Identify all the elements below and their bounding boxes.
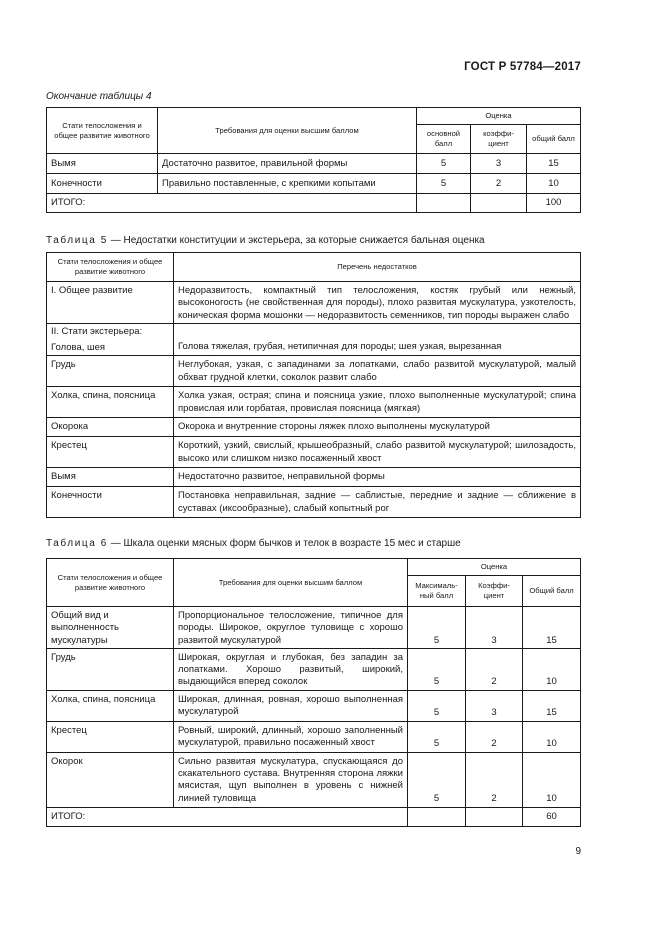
table5-defects: Недостаточно развитое, неправильной формы (174, 468, 581, 487)
table5-header-defects: Перечень недостатков (174, 253, 581, 282)
table5-defects: Постановка неправильная, задние — саблистые, передние и задние — сближение в суставах (иксообразные), слабый копытный рог (174, 487, 581, 518)
table5-caption-prefix: Таблица 5 (46, 235, 108, 246)
table5-defects: Короткий, узкий, свислый, крышеобразный, слабо развитой мускулатурой; шилозадость, высоко или слишком низко посаженный хвост (174, 437, 581, 468)
table6-header-coef: Коэффи-циент (466, 576, 523, 607)
table-row-total (47, 194, 581, 213)
table6-total: 10 (523, 648, 581, 690)
table5-defects: Холка узкая, острая; спина и поясница узкие, плохо выполненные мускулатурой; спина провислая или горбатая, провислая поясница (мягкая) (174, 387, 581, 418)
table6-coef: 2 (466, 648, 523, 690)
table4-caption: Окончание таблицы 4 (46, 91, 152, 102)
table6-req: Пропорциональное телосложение, типичное для породы. Широкое, округлое туловище с хорошо развитой мускулатурой (174, 607, 408, 649)
table5-caption (46, 235, 485, 246)
table5-defects: Голова тяжелая, грубая, нетипичная для породы; шея узкая, вырезанная (174, 323, 581, 356)
table-row (47, 721, 581, 752)
table6 (46, 558, 581, 827)
table4-total: 15 (527, 154, 581, 174)
table-row (47, 154, 581, 174)
table5-defects: Окорока и внутренние стороны ляжек плохо выполнены мускулатурой (174, 418, 581, 437)
table4-req: Правильно поставленные, с крепкими копытами (158, 174, 417, 194)
table6-total: 15 (523, 690, 581, 721)
table6-header-score-group: Оценка (408, 559, 581, 576)
table-row (47, 648, 581, 690)
table6-stat: Окорок (47, 752, 174, 807)
table6-req: Ровный, широкий, длинный, хорошо заполненный мускулатурой, правильно посаженный хвост (174, 721, 408, 752)
table5-stat: Крестец (47, 437, 174, 468)
table6-max: 5 (408, 690, 466, 721)
table6-max: 5 (408, 607, 466, 649)
table5-caption-text: — Недостатки конституции и экстерьера, за которые снижается бальная оценка (107, 235, 485, 246)
table4-header-stat: Стати телосложения и общее развитие животного (47, 108, 158, 154)
table6-req: Широкая, длинная, ровная, хорошо выполненная мускулатурой (174, 690, 408, 721)
table6-coef: 2 (466, 752, 523, 807)
table-row (47, 356, 581, 387)
table6-header-total: Общий балл (523, 576, 581, 607)
table6-total: 15 (523, 607, 581, 649)
table5-stat: Окорока (47, 418, 174, 437)
table6-header-max: Максималь-ный балл (408, 576, 466, 607)
table6-header-stat: Стати телосложения и общее развитие животного (47, 559, 174, 607)
table6-stat: Общий вид и выполненность мускулатуры (47, 607, 174, 649)
table4-stat: Вымя (47, 154, 158, 174)
table6-coef: 3 (466, 607, 523, 649)
table4-header-base: основной балл (417, 125, 471, 154)
table5 (46, 252, 581, 518)
table6-stat: Крестец (47, 721, 174, 752)
table4-req: Достаточно развитое, правильной формы (158, 154, 417, 174)
table6-total: 10 (523, 752, 581, 807)
table4-stat: Конечности (47, 174, 158, 194)
table5-stat-group: II. Стати экстерьера: (51, 325, 143, 337)
table6-header-requirements: Требования для оценки высшим баллом (174, 559, 408, 607)
table-row (47, 418, 581, 437)
table6-max: 5 (408, 721, 466, 752)
table6-req: Сильно развитая мускулатура, спускающаяся до скакательного сустава. Внутренняя сторона ляжки мясистая, щуп выполнен в уровень с нижней линией туловища (174, 752, 408, 807)
table6-req: Широкая, округлая и глубокая, без западин за лопатками. Хорошо развитый, широкий, выдающийся вперед соколок (174, 648, 408, 690)
table6-total-label: ИТОГО: (47, 807, 408, 826)
table5-stat-sub: Голова, шея (51, 342, 106, 354)
table5-stat: Холка, спина, поясница (47, 387, 174, 418)
table4-coef: 3 (471, 154, 527, 174)
table6-caption-prefix: Таблица 6 (46, 538, 108, 549)
table-row (47, 174, 581, 194)
table-row (47, 690, 581, 721)
table5-stat (47, 323, 174, 356)
page-number: 9 (575, 846, 581, 857)
table5-defects: Неглубокая, узкая, с западинами за лопатками, слабо развитой мускулатурой, малый обхват грудной клетки, соколок развит слабо (174, 356, 581, 387)
table4 (46, 107, 581, 213)
table4-base: 5 (417, 154, 471, 174)
table4-total: 10 (527, 174, 581, 194)
table4-header-coef: коэффи-циент (471, 125, 527, 154)
table6-caption-text: — Шкала оценки мясных форм бычков и телок в возрасте 15 мес и старше (107, 538, 461, 549)
table6-total: 10 (523, 721, 581, 752)
table-row (47, 487, 581, 518)
table6-caption (46, 538, 461, 549)
table-row (47, 752, 581, 807)
table5-stat: Конечности (47, 487, 174, 518)
table6-stat: Холка, спина, поясница (47, 690, 174, 721)
table4-total-value: 100 (527, 194, 581, 213)
table6-total-value: 60 (523, 807, 581, 826)
table6-stat: Грудь (47, 648, 174, 690)
table4-header-requirements: Требования для оценки высшим баллом (158, 108, 417, 154)
table-row (47, 387, 581, 418)
table4-coef: 2 (471, 174, 527, 194)
table6-coef: 2 (466, 721, 523, 752)
table4-header-score-group: Оценка (417, 108, 581, 125)
table5-stat: Вымя (47, 468, 174, 487)
table5-stat: Грудь (47, 356, 174, 387)
document-code: ГОСТ Р 57784—2017 (464, 61, 581, 73)
table-row (47, 282, 581, 324)
table-row (47, 437, 581, 468)
table5-header-stat: Стати телосложения и общее развитие животного (47, 253, 174, 282)
table4-total-label: ИТОГО: (47, 194, 417, 213)
table-row-total (47, 807, 581, 826)
table4-header-total: общий балл (527, 125, 581, 154)
table-row (47, 607, 581, 649)
table6-max: 5 (408, 752, 466, 807)
table5-stat: I. Общее развитие (47, 282, 174, 324)
table6-max: 5 (408, 648, 466, 690)
table5-defects: Недоразвитость, компактный тип телосложения, костяк грубый или нежный, высоконогость (не свойственная для породы), плохо развитая мускулатура, узкотелость, коническая форма мошонки — недоразвитость семенников, тип породы выражен слабо (174, 282, 581, 324)
table4-base: 5 (417, 174, 471, 194)
table-row (47, 323, 581, 356)
table-row (47, 468, 581, 487)
table6-coef: 3 (466, 690, 523, 721)
